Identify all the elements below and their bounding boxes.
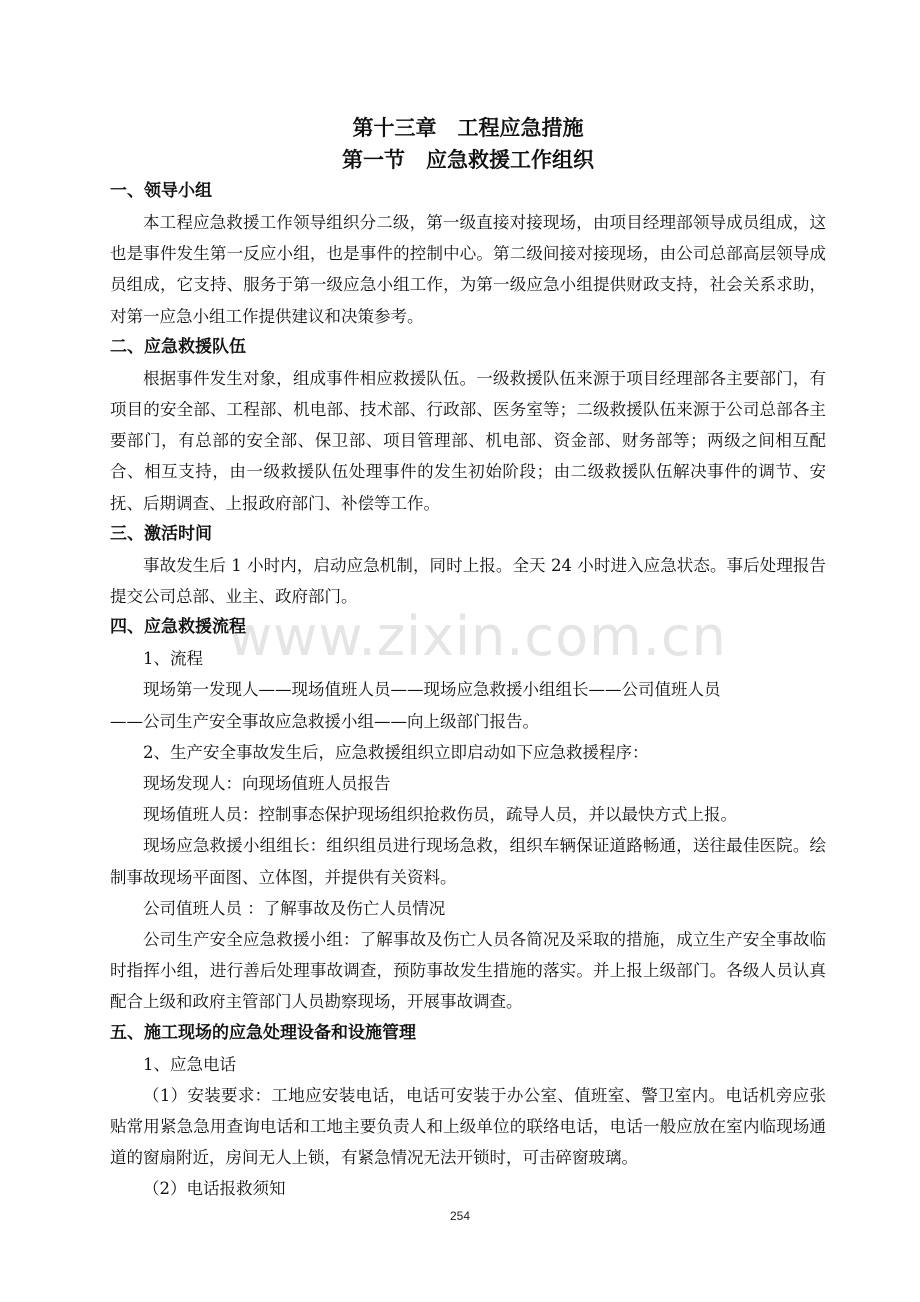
body-paragraph: 根据事件发生对象，组成事件相应救援队伍。一级救援队伍来源于项目经理部各主要部门，有项目的安全部、工程部、机电部、技术部、行政部、医务室等；二级救援队伍来源于公司总部各主要部门，有总部的安全部、保卫部、项目管理部、机电部、资金部、财务部等；两级之间相互配合、相互支持，由一级救援队伍处理事件的发生初始阶段；由二级救援队伍解决事件的调节、安抚、后期调查、上报政府部门、补偿等工作。 bbox=[110, 368, 826, 513]
body-paragraph: 现场发现人：向现场值班人员报告 bbox=[143, 774, 391, 794]
section-heading: 三、激活时间 bbox=[110, 523, 212, 544]
document-body bbox=[110, 176, 826, 1205]
body-paragraph: 本工程应急救援工作领导组织分二级，第一级直接对接现场，由项目经理部领导成员组成，这也是事件发生第一反应小组，也是事件的控制中心。第二级间接对接现场，由公司总部高层领导成员组成，它支持、服务于第一级应急小组工作，为第一级应急小组提供财政支持，社会关系求助，对第一应急小组工作提供建议和决策参考。 bbox=[110, 213, 826, 326]
document-page bbox=[110, 110, 826, 1205]
section-title: 第一节 应急救援工作组织 bbox=[342, 148, 594, 172]
page-number: 254 bbox=[449, 1209, 471, 1223]
body-paragraph: 现场值班人员：控制事态保护现场组织抢救伤员，疏导人员，并以最快方式上报。 bbox=[143, 805, 737, 825]
chapter-title: 第十三章 工程应急措施 bbox=[352, 116, 584, 140]
section-heading: 一、领导小组 bbox=[110, 181, 212, 201]
body-paragraph: （1）安装要求：工地应安装电话，电话可安装于办公室、值班室、警卫室内。电话机旁应张贴常用紧急急用查询电话和工地主要负责人和上级单位的联络电话，电话一般应放在室内临现场通道的窗扇附近，房间无人上锁，有紧急情况无法开锁时，可击碎窗玻璃。 bbox=[110, 1085, 826, 1168]
body-paragraph: 事故发生后 1 小时内，启动应急机制，同时上报。全天 24 小时进入应急状态。事后处理报告提交公司总部、业主、政府部门。 bbox=[110, 555, 826, 607]
section-heading: 四、应急救援流程 bbox=[110, 617, 246, 638]
body-paragraph: 2、生产安全事故发生后，应急救援组织立即启动如下应急救援程序： bbox=[143, 742, 649, 762]
body-paragraph: 现场第一发现人——现场值班人员——现场应急救援小组组长——公司值班人员 bbox=[143, 680, 721, 700]
watermark: www.zixin.com.cn bbox=[228, 605, 727, 668]
body-paragraph: ——公司生产安全事故应急救援小组——向上级部门报告。 bbox=[110, 711, 539, 731]
body-paragraph: 1、流程 bbox=[143, 649, 203, 669]
body-paragraph: 现场应急救援小组组长：组织组员进行现场急救，组织车辆保证道路畅通，送往最佳医院。绘制事故现场平面图、立体图，并提供有关资料。 bbox=[110, 836, 826, 887]
body-paragraph: 公司生产安全应急救援小组：了解事故及伤亡人员各简况及采取的措施，成立生产安全事故临时指挥小组，进行善后处理事故调查，预防事故发生措施的落实。并上报上级部门。各级人员认真配合上级和政府主管部门人员勘察现场，开展事故调查。 bbox=[110, 930, 826, 1012]
body-paragraph: 1、应急电话 bbox=[143, 1054, 236, 1074]
section-heading: 二、应急救援队伍 bbox=[110, 336, 246, 357]
body-paragraph: 公司值班人员 ：了解事故及伤亡人员情况 bbox=[143, 898, 446, 918]
section-heading: 五、施工现场的应急处理设备和设施管理 bbox=[110, 1022, 416, 1043]
body-paragraph: （2）电话报救须知 bbox=[143, 1179, 286, 1199]
